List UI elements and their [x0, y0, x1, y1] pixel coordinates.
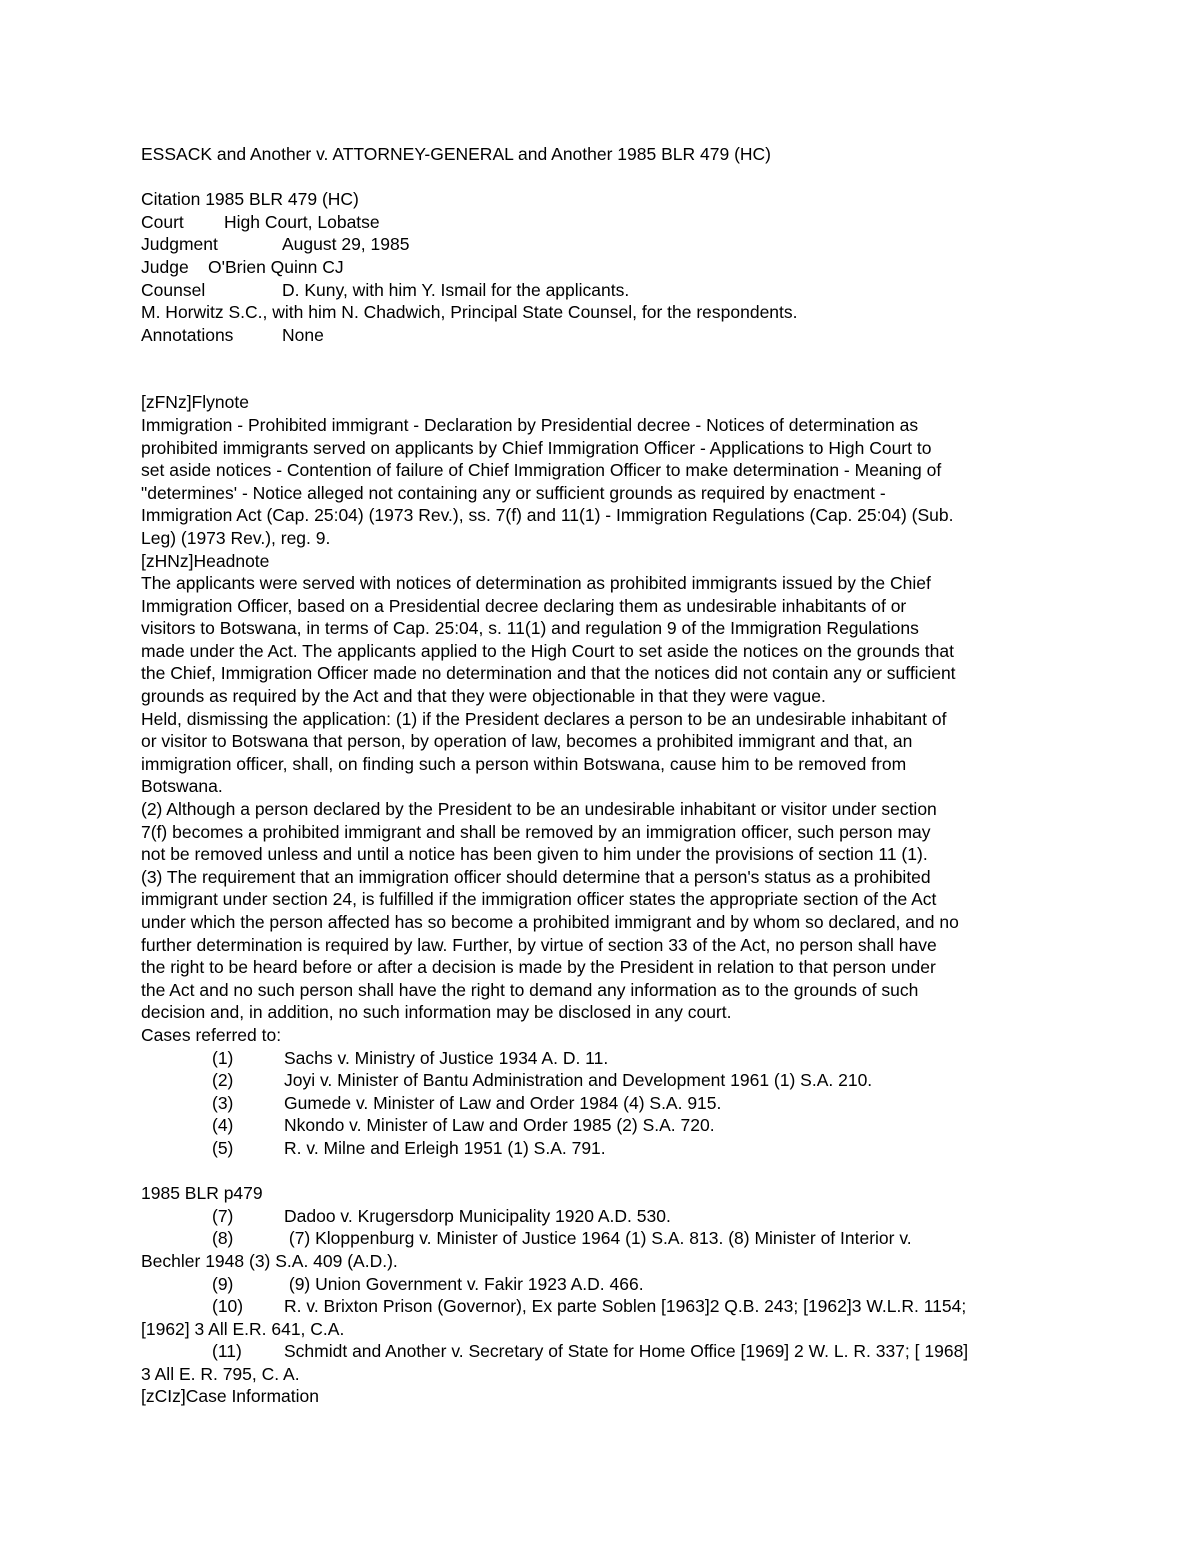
- flynote-line: prohibited immigrants served on applicants by Chief Immigration Officer - Applications to High Court to: [141, 437, 932, 458]
- annotations-label: Annotations: [141, 324, 234, 345]
- case-continuation: [1962] 3 All E.R. 641, C.A.: [141, 1318, 345, 1339]
- headnote-line: made under the Act. The applicants applied to the High Court to set aside the notices on the grounds that: [141, 640, 954, 661]
- case-item: [141, 1295, 1071, 1318]
- annotations-line: [141, 324, 1071, 347]
- flynote-section: [141, 391, 1071, 549]
- cases-section: [141, 1024, 1071, 1160]
- case-text: (7) Kloppenburg v. Minister of Justice 1964 (1) S.A. 813. (8) Minister of Interior v.: [284, 1228, 912, 1249]
- judge-label: Judge: [141, 256, 189, 277]
- headnote-line: (3) The requirement that an immigration officer should determine that a person's status as a prohibited: [141, 866, 931, 887]
- document-title: ESSACK and Another v. ATTORNEY-GENERAL and Another 1985 BLR 479 (HC): [141, 144, 771, 164]
- judge-value: O'Brien Quinn CJ: [208, 256, 344, 277]
- flynote-heading: [zFNz]Flynote: [141, 392, 249, 413]
- case-number: (7): [212, 1205, 234, 1226]
- flynote-line: Immigration - Prohibited immigrant - Declaration by Presidential decree - Notices of determination as: [141, 414, 919, 435]
- court-line: [141, 211, 1071, 234]
- page-reference: 1985 BLR p479: [141, 1183, 263, 1204]
- headnote-line: immigration officer, shall, on finding such a person within Botswana, cause him to be removed from: [141, 753, 907, 774]
- headnote-line: further determination is required by law. Further, by virtue of section 33 of the Act, no person shall have: [141, 934, 937, 955]
- case-text: (9) Union Government v. Fakir 1923 A.D. 466.: [284, 1273, 644, 1294]
- headnote-line: the right to be heard before or after a decision is made by the President in relation to that person under: [141, 957, 936, 978]
- case-text: Nkondo v. Minister of Law and Order 1985 (2) S.A. 720.: [284, 1115, 715, 1136]
- case-continuation: Bechler 1948 (3) S.A. 409 (A.D.).: [141, 1250, 398, 1271]
- judgment-value: August 29, 1985: [282, 234, 410, 255]
- annotations-value: None: [282, 324, 324, 345]
- flynote-line: set aside notices - Contention of failure of Chief Immigration Officer to make determination - Meaning of: [141, 460, 942, 481]
- case-information-heading: [zCIz]Case Information: [141, 1386, 319, 1407]
- case-text: Joyi v. Minister of Bantu Administration and Development 1961 (1) S.A. 210.: [284, 1070, 873, 1091]
- flynote-line: Leg) (1973 Rev.), reg. 9.: [141, 527, 331, 548]
- case-item: [141, 1047, 1071, 1070]
- case-text: R. v. Brixton Prison (Governor), Ex parte Soblen [1963]2 Q.B. 243; [1962]3 W.L.R. 1154;: [284, 1296, 967, 1317]
- headnote-line: not be removed unless and until a notice has been given to him under the provisions of section 11 (1).: [141, 844, 928, 865]
- case-text: Dadoo v. Krugersdorp Municipality 1920 A.D. 530.: [284, 1205, 671, 1226]
- headnote-line: immigrant under section 24, is fulfilled if the immigration officer states the appropriate section of the Act: [141, 889, 937, 910]
- case-number: (11): [212, 1341, 242, 1362]
- flynote-line: Immigration Act (Cap. 25:04) (1973 Rev.), ss. 7(f) and 11(1) - Immigration Regulations (Cap. 25:04) (Sub.: [141, 505, 954, 526]
- counsel-line: [141, 279, 1071, 302]
- judgment-line: [141, 233, 1071, 256]
- case-item: [141, 1114, 1071, 1137]
- case-item: [141, 1137, 1071, 1160]
- case-number: (2): [212, 1070, 234, 1091]
- cases-heading: Cases referred to:: [141, 1024, 282, 1045]
- court-label: Court: [141, 211, 184, 232]
- flynote-line: "determines' - Notice alleged not containing any or sufficient grounds as required by enactment -: [141, 482, 886, 503]
- headnote-line: Botswana.: [141, 776, 223, 797]
- spacer: [141, 166, 1071, 189]
- headnote-line: 7(f) becomes a prohibited immigrant and shall be removed by an immigration officer, such person may: [141, 821, 931, 842]
- case-number: (3): [212, 1092, 234, 1113]
- headnote-line: under which the person affected has so become a prohibited immigrant and by whom so declared, and no: [141, 912, 959, 932]
- case-continuation: 3 All E. R. 795, C. A.: [141, 1363, 300, 1384]
- headnote-section: [141, 550, 1071, 1024]
- case-item: [141, 1273, 1071, 1296]
- headnote-line: visitors to Botswana, in terms of Cap. 25:04, s. 11(1) and regulation 9 of the Immigration Regulations: [141, 618, 919, 639]
- case-number: (8): [212, 1228, 234, 1249]
- counsel-value: D. Kuny, with him Y. Ismail for the applicants.: [282, 279, 630, 300]
- headnote-line: The applicants were served with notices of determination as prohibited immigrants issued by the Chief: [141, 573, 931, 594]
- headnote-line: grounds as required by the Act and that they were objectionable in that they were vague.: [141, 686, 826, 707]
- case-number: (4): [212, 1115, 234, 1136]
- counsel-label: Counsel: [141, 279, 206, 300]
- headnote-line: Held, dismissing the application: (1) if the President declares a person to be an undesirable inhabitant of: [141, 708, 947, 729]
- case-text: Gumede v. Minister of Law and Order 1984 (4) S.A. 915.: [284, 1092, 722, 1113]
- case-text: Schmidt and Another v. Secretary of State for Home Office [1969] 2 W. L. R. 337; [ 1968]: [284, 1341, 969, 1362]
- spacer: [141, 1160, 1071, 1183]
- case-item: [141, 1340, 1071, 1363]
- headnote-line: or visitor to Botswana that person, by operation of law, becomes a prohibited immigrant and that, an: [141, 731, 913, 752]
- case-metadata: [141, 188, 1071, 346]
- headnote-line: the Act and no such person shall have the right to demand any information as to the grounds of such: [141, 979, 919, 1000]
- case-number: (9): [212, 1273, 234, 1294]
- case-number: (10): [212, 1296, 244, 1317]
- counsel-line-2: M. Horwitz S.C., with him N. Chadwich, Principal State Counsel, for the respondents.: [141, 302, 798, 323]
- headnote-line: the Chief, Immigration Officer made no determination and that the notices did not contain any or sufficient: [141, 663, 956, 684]
- spacer: [141, 346, 1071, 391]
- judge-line: [141, 256, 1071, 279]
- case-number: (1): [212, 1047, 234, 1068]
- citation-line: Citation 1985 BLR 479 (HC): [141, 189, 359, 210]
- case-item: [141, 1205, 1071, 1228]
- case-text: Sachs v. Ministry of Justice 1934 A. D. 11.: [284, 1047, 609, 1068]
- case-item: [141, 1069, 1071, 1092]
- headnote-line: decision and, in addition, no such information may be disclosed in any court.: [141, 1002, 732, 1023]
- court-value: High Court, Lobatse: [224, 211, 380, 232]
- case-number: (5): [212, 1137, 234, 1158]
- case-item: [141, 1227, 1071, 1250]
- headnote-line: (2) Although a person declared by the President to be an undesirable inhabitant or visitor under section: [141, 799, 937, 820]
- case-text: R. v. Milne and Erleigh 1951 (1) S.A. 791.: [284, 1137, 606, 1158]
- headnote-heading: [zHNz]Headnote: [141, 550, 270, 571]
- continued-section: [141, 1182, 1071, 1408]
- case-item: [141, 1092, 1071, 1115]
- headnote-line: Immigration Officer, based on a Presidential decree declaring them as undesirable inhabitants of or: [141, 595, 907, 616]
- document-page: [141, 143, 1071, 1408]
- judgment-label: Judgment: [141, 234, 218, 255]
